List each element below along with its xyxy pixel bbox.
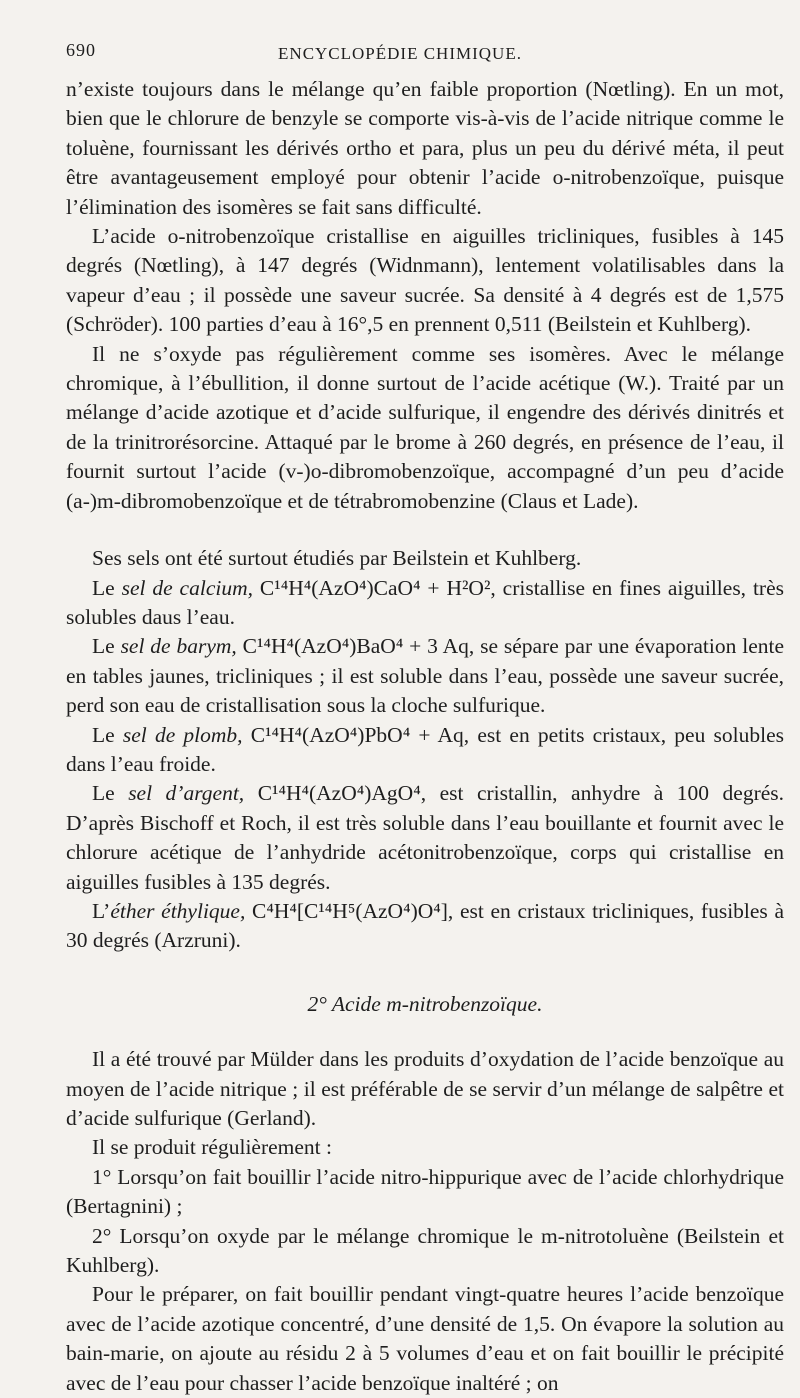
formula: C¹⁴H⁴(AzO⁴)AgO⁴, — [257, 781, 427, 806]
running-title: ENCYCLOPÉDIE CHIMIQUE. — [278, 44, 522, 63]
paragraph: 1° Lorsqu’on fait bouillir l’acide nitro-hippurique avec de l’acide chlorhydrique (Bertagnini) ; — [66, 1164, 784, 1219]
salt-paragraph: Le sel d’argent, C¹⁴H⁴(AzO⁴)AgO⁴, est cristallin, anhydre à 100 degrés. D’après Bischoff et Roch, il est très soluble dans l’eau bouillante et fournit avec le chlorure acétique de l’anhydride acétonitrobenzoïque, corps qui cristallise en aiguilles fusibles à 135 degrés. — [66, 781, 785, 894]
formula: C¹⁴H⁴(AzO⁴)PbO⁴ + Aq, — [250, 722, 470, 747]
salt-name: sel de plomb, — [122, 722, 243, 747]
body-text — [66, 75, 784, 1398]
paragraph: Pour le préparer, on fait bouillir pendant vingt-quatre heures l’acide benzoïque avec de l’acide azotique concentré, d’une densité de 1,5. On évapore la solution au bain-marie, on ajoute au résidu 2 à 5 volumes d’eau et on fait bouillir le précipité avec de l’eau pour chasser l’acide benzoïque inaltéré ; on — [66, 1282, 784, 1395]
paragraph: 2° Lorsqu’on oxyde par le mélange chromique le m-nitrotoluène (Beilstein et Kuhlberg). — [66, 1223, 784, 1278]
paragraph: Il ne s’oxyde pas régulièrement comme ses isomères. Avec le mélange chromique, à l’ébullition, il donne surtout de l’acide acétique (W.). Traité par un mélange d’acide azotique et d’acide sulfurique, il engendre des dérivés dinitrés et de la trinitrorésorcine. Attaqué par le brome à 260 degrés, en présence de l’eau, il fournit surtout l’acide (v-)o-dibromobenzoïque, accompagné d’un peu d’acide (a-)m-dibromobenzoïque et de tétrabromobenzine (Claus et Lade). — [66, 341, 784, 513]
salt-name: éther éthylique, — [110, 898, 246, 923]
salt-name: sel de barym, — [120, 634, 237, 659]
salt-name: sel de calcium, — [121, 575, 253, 600]
formula: C¹⁴H⁴(AzO⁴)BaO⁴ + 3 Aq, — [242, 634, 475, 659]
paragraph: Ses sels ont été surtout étudiés par Beilstein et Kuhlberg. — [92, 546, 582, 571]
formula: C¹⁴H⁴(AzO⁴)CaO⁴ + H²O², — [259, 575, 496, 600]
salt-paragraph: Le sel de barym, C¹⁴H⁴(AzO⁴)BaO⁴ + 3 Aq, se sépare par une évaporation lente en tables jaunes, tricliniques ; il est soluble dans l’eau, possède une saveur sucrée, perd son eau de cristallisation sous la cloche sulfurique. — [66, 634, 785, 718]
salt-name: sel d’argent, — [128, 781, 245, 806]
salt-paragraph: Le sel de plomb, C¹⁴H⁴(AzO⁴)PbO⁴ + Aq, est en petits cristaux, peu solubles dans l’eau froide. — [66, 722, 784, 776]
formula: C⁴H⁴[C¹⁴H⁵(AzO⁴)O⁴], — [252, 898, 454, 923]
page-number: 690 — [66, 40, 96, 60]
salt-paragraph: Le sel de calcium, C¹⁴H⁴(AzO⁴)CaO⁴ + H²O², cristallise en fines aiguilles, très solubles daus l’eau. — [66, 575, 784, 629]
salt-paragraph: L’éther éthylique, C⁴H⁴[C¹⁴H⁵(AzO⁴)O⁴], est en cristaux tricliniques, fusibles à 30 degrés (Arzruni). — [66, 898, 784, 953]
section-heading: 2° Acide m-nitrobenzoïque. — [307, 991, 543, 1016]
page-header — [66, 40, 784, 61]
paragraph: L’acide o-nitrobenzoïque cristallise en aiguilles tricliniques, fusibles à 145 degrés (Nœtling), à 147 degrés (Widnmann), lentement volatilisables dans la vapeur d’eau ; il possède une saveur sucrée. Sa densité à 4 degrés est de 1,575 (Schröder). 100 parties d’eau à 16°,5 en prennent 0,511 (Beilstein et Kuhlberg). — [66, 224, 784, 337]
paragraph: Il se produit régulièrement : — [92, 1135, 333, 1160]
paragraph: Il a été trouvé par Mülder dans les produits d’oxydation de l’acide benzoïque au moyen de l’acide nitrique ; il est préférable de se servir d’un mélange de salpêtre et d’acide sulfurique (Gerland). — [66, 1047, 784, 1130]
paragraph: n’existe toujours dans le mélange qu’en faible proportion (Nœtling). En un mot, bien que le chlorure de benzyle se comporte vis-à-vis de l’acide nitrique comme le toluène, fournissant les dérivés ortho et para, plus un peu du dérivé méta, il peut être avantageusement employé pour obtenir l’acide o-nitrobenzoïque, puisque l’élimination des isomères se fait sans difficulté. — [66, 77, 784, 219]
